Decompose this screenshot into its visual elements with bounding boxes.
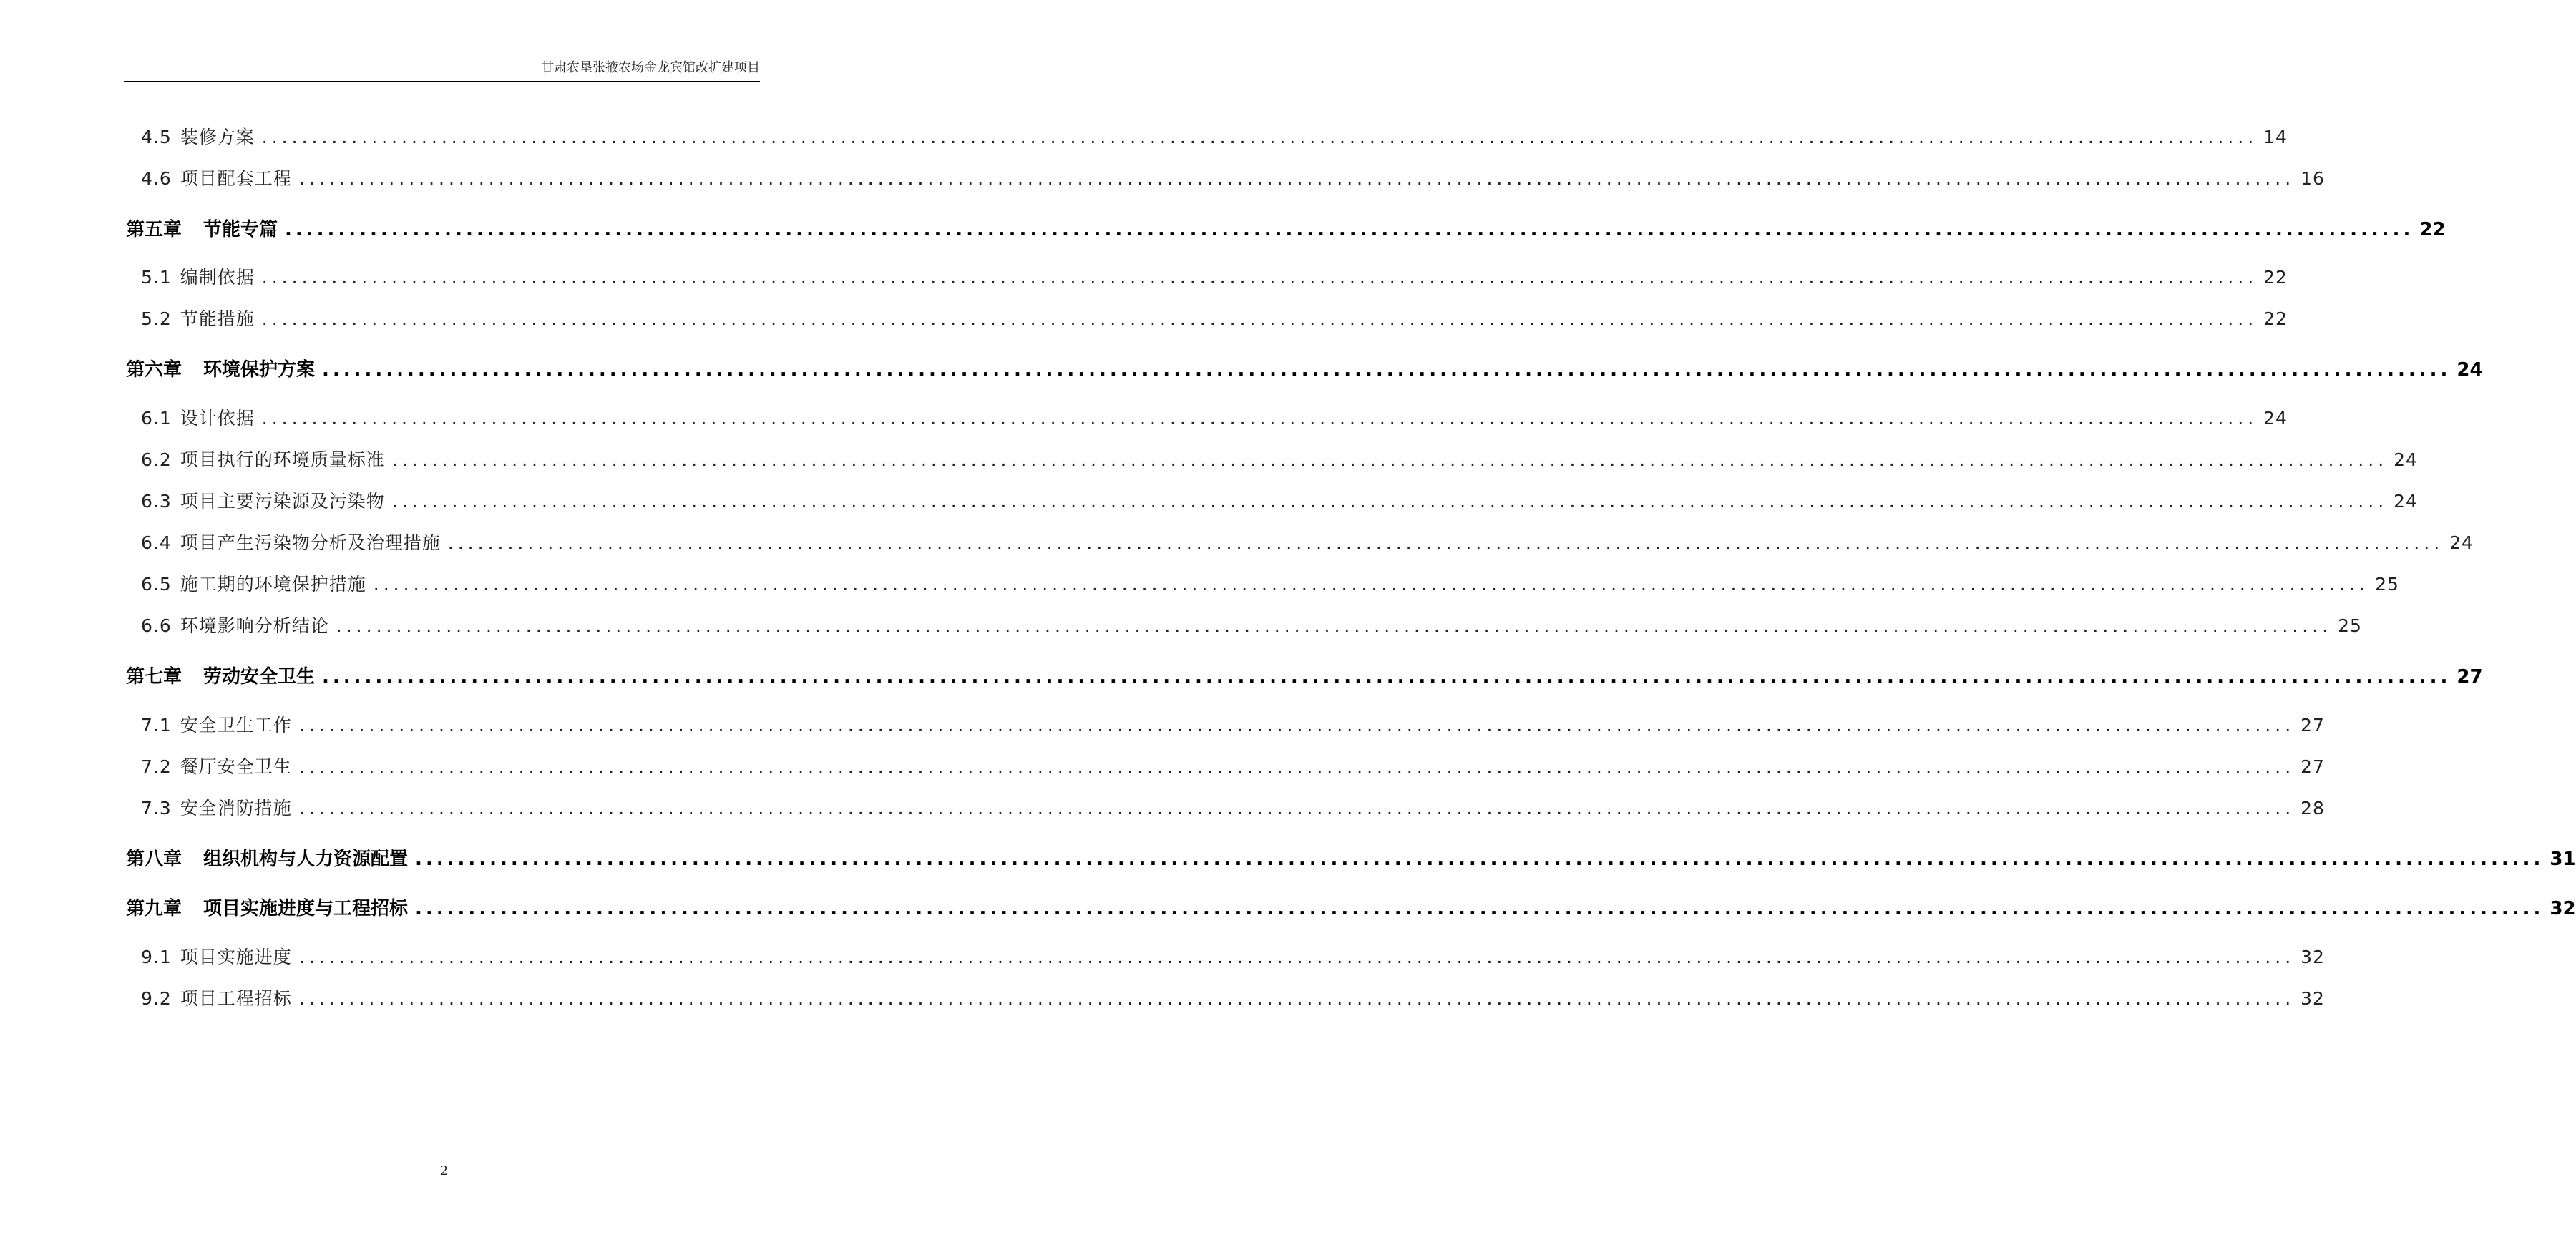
toc-dot-leader: ........................................................................................................................................................................................................: [298, 947, 2296, 967]
toc-dot-leader: ........................................................................................................................................................................................................: [298, 715, 2296, 736]
toc-chapter-entry[interactable]: [0, 894, 2576, 920]
toc-dot-leader: ........................................................................................................................................................................................................: [261, 308, 2258, 329]
toc-section-entry[interactable]: [0, 263, 2288, 289]
toc-entry-title: 项目执行的环境质量标准: [180, 449, 385, 470]
toc-entry-title: 安全卫生工作: [180, 715, 292, 736]
toc-chapter-entry[interactable]: [0, 844, 2576, 871]
toc-entry-title: 项目工程招标: [180, 988, 292, 1009]
toc-entry-page: 16: [2301, 168, 2325, 189]
toc-section-entry[interactable]: [0, 570, 2399, 596]
toc-entry-title: 施工期的环境保护措施: [180, 574, 366, 595]
toc-entry-number: 5.1: [141, 267, 172, 288]
toc-section-entry[interactable]: [0, 753, 2325, 778]
toc-dot-leader: ........................................................................................................................................................................................................: [322, 359, 2451, 381]
toc-section-entry[interactable]: [0, 985, 2325, 1010]
toc-dot-leader: ........................................................................................................................................................................................................: [285, 219, 2414, 240]
toc-entry-title: 环境影响分析结论: [180, 615, 329, 636]
toc-dot-leader: ........................................................................................................................................................................................................: [391, 491, 2389, 512]
toc-entry-page: 22: [2263, 267, 2288, 288]
toc-section-entry[interactable]: [0, 612, 2362, 638]
toc-entry-number: 4.5: [141, 127, 172, 147]
toc-entry-number: 6.6: [141, 615, 172, 636]
toc-entry-page: 28: [2301, 798, 2325, 819]
toc-section-entry[interactable]: [0, 165, 2325, 190]
toc-entry-page: 22: [2419, 219, 2446, 240]
toc-entry-title: 节能专篇: [203, 219, 278, 240]
toc-entry-title: 项目配套工程: [180, 168, 292, 189]
toc-dot-leader: ........................................................................................................................................................................................................: [391, 449, 2389, 470]
toc-entry-title: 劳动安全卫生: [203, 666, 316, 688]
toc-entry-number: 7.1: [141, 715, 172, 736]
toc-entry-number: 6.1: [141, 408, 172, 429]
toc-section-entry[interactable]: [0, 487, 2418, 513]
toc-entry-number: 5.2: [141, 308, 172, 329]
toc-dot-leader: ........................................................................................................................................................................................................: [298, 988, 2296, 1009]
toc-section-entry[interactable]: [0, 404, 2288, 430]
toc-dot-leader: ........................................................................................................................................................................................................: [261, 267, 2258, 288]
toc-entry-title: 设计依据: [180, 408, 255, 429]
toc-chapter-entry[interactable]: [0, 355, 2483, 381]
toc-entry-number: 9.2: [141, 988, 172, 1009]
toc-entry-page: 27: [2457, 666, 2483, 688]
toc-entry-title: 安全消防措施: [180, 798, 292, 819]
toc-entry-page: 32: [2550, 898, 2576, 919]
toc-dot-leader: ........................................................................................................................................................................................................: [415, 849, 2545, 870]
toc-entry-page: 24: [2263, 408, 2288, 429]
toc-entry-title: 项目主要污染源及污染物: [180, 491, 385, 512]
toc-section-entry[interactable]: [0, 943, 2325, 969]
toc-entry-number: 7.3: [141, 798, 172, 819]
toc-entry-number: 9.1: [141, 947, 172, 967]
toc-section-entry[interactable]: [0, 446, 2418, 472]
running-header: 甘肃农垦张掖农场金龙宾馆改扩建项目: [541, 60, 760, 75]
toc-dot-leader: ........................................................................................................................................................................................................: [261, 127, 2258, 147]
toc-entry-number: 6.4: [141, 532, 172, 553]
toc-entry-title: 项目产生污染物分析及治理措施: [180, 532, 441, 553]
toc-entry-page: 32: [2301, 988, 2325, 1009]
toc-dot-leader: ........................................................................................................................................................................................................: [298, 756, 2296, 777]
toc-entry-page: 25: [2338, 615, 2362, 636]
toc-entry-number: 6.2: [141, 449, 172, 470]
toc-dot-leader: ........................................................................................................................................................................................................: [298, 168, 2296, 189]
toc-entry-title: 编制依据: [180, 267, 255, 288]
toc-entry-number: 第九章: [126, 898, 182, 919]
toc-entry-title: 组织机构与人力资源配置: [203, 849, 409, 870]
toc-entry-page: 24: [2457, 359, 2483, 381]
toc-dot-leader: ........................................................................................................................................................................................................: [336, 615, 2333, 636]
page-number: 2: [439, 1163, 449, 1178]
toc-entry-title: 环境保护方案: [203, 359, 316, 381]
toc-section-entry[interactable]: [0, 123, 2288, 149]
toc-entry-title: 项目实施进度与工程招标: [203, 898, 409, 919]
toc-entry-page: 24: [2394, 449, 2418, 470]
toc-entry-page: 31: [2550, 849, 2576, 870]
toc-entry-title: 节能措施: [180, 308, 255, 329]
toc-chapter-entry[interactable]: [0, 662, 2483, 688]
toc-entry-page: 14: [2263, 127, 2288, 147]
toc-dot-leader: ........................................................................................................................................................................................................: [415, 898, 2545, 919]
toc-entry-number: 第七章: [126, 666, 182, 688]
toc-section-entry[interactable]: [0, 794, 2325, 820]
toc-entry-number: 第六章: [126, 359, 182, 381]
toc-entry-page: 27: [2301, 715, 2325, 736]
toc-entry-number: 4.6: [141, 168, 172, 189]
toc-dot-leader: ........................................................................................................................................................................................................: [261, 408, 2258, 429]
toc-entry-number: 第五章: [126, 219, 182, 240]
toc-entry-page: 25: [2375, 574, 2399, 595]
toc-entry-page: 22: [2263, 308, 2288, 329]
toc-entry-page: 24: [2449, 532, 2474, 553]
toc-entry-page: 24: [2394, 491, 2418, 512]
toc-dot-leader: ........................................................................................................................................................................................................: [298, 798, 2296, 819]
toc-entry-title: 餐厅安全卫生: [180, 756, 292, 777]
toc-chapter-entry[interactable]: [0, 215, 2446, 241]
toc-entry-number: 第八章: [126, 849, 182, 870]
toc-entry-number: 6.5: [141, 574, 172, 595]
toc-entry-title: 装修方案: [180, 127, 255, 147]
toc-entry-number: 7.2: [141, 756, 172, 777]
toc-dot-leader: ........................................................................................................................................................................................................: [447, 532, 2444, 553]
toc-section-entry[interactable]: [0, 711, 2325, 737]
toc-section-entry[interactable]: [0, 305, 2288, 331]
toc-entry-page: 27: [2301, 756, 2325, 777]
toc-dot-leader: ........................................................................................................................................................................................................: [373, 574, 2370, 595]
toc-section-entry[interactable]: [0, 529, 2474, 555]
toc-dot-leader: ........................................................................................................................................................................................................: [322, 666, 2451, 688]
toc-entry-page: 32: [2301, 947, 2325, 967]
toc-entry-number: 6.3: [141, 491, 172, 512]
toc-entry-title: 项目实施进度: [180, 947, 292, 967]
